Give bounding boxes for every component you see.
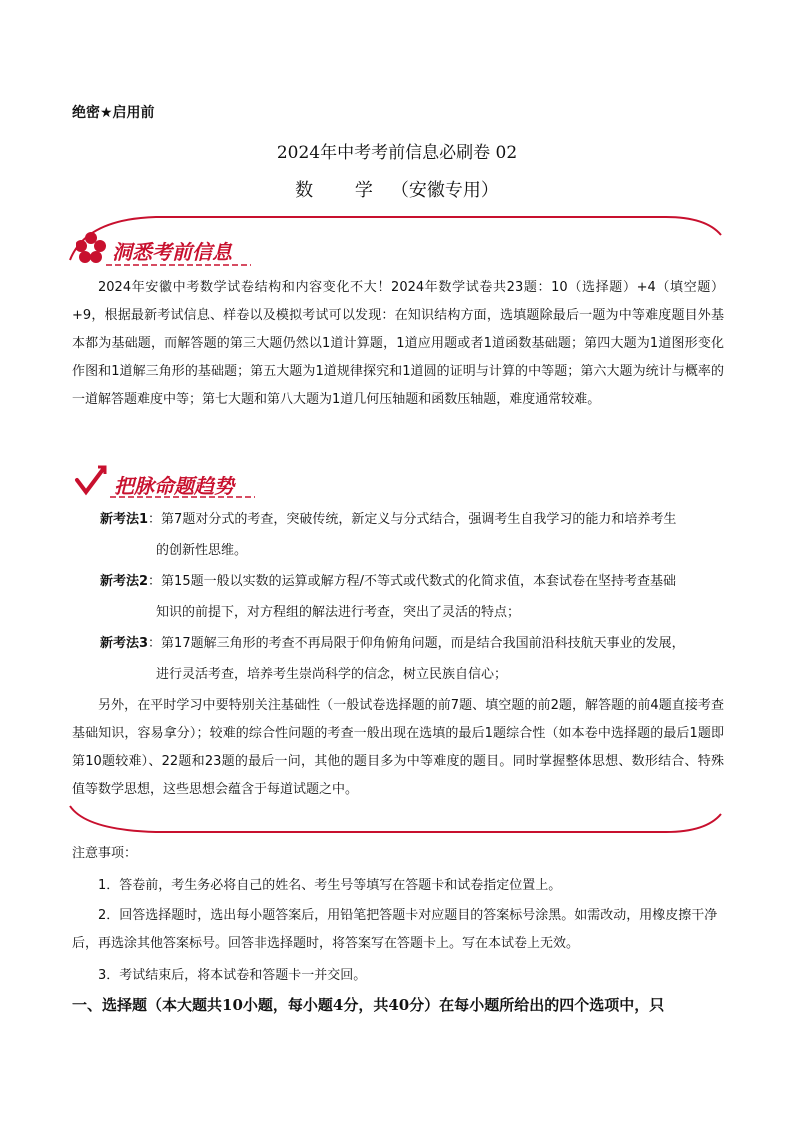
bottom-decorative-curve [66, 800, 726, 840]
subject-name: 数 学 [295, 180, 391, 201]
notice-item-2: 2．回答选择题时，选出每小题答案后，用铅笔把答题卡对应题目的答案标号涂黑。如需改动，用橡皮擦干净后，再选涂其他答案标号。回答非选择题时，将答案写在答题卡上。写在本试卷上无效。 [72, 908, 718, 951]
checkmark-arrow-icon [74, 464, 110, 496]
subject-note: （安徽专用） [390, 180, 499, 201]
new-method-item-1 [100, 504, 724, 566]
section2-header [74, 464, 274, 500]
section1-header [76, 232, 276, 268]
heading-underline [110, 494, 260, 500]
item-continuation: 进行灵活考查，培养考生崇尚科学的信念，树立民族自信心； [156, 667, 508, 682]
new-method-item-3 [100, 628, 724, 690]
item-continuation: 的创新性思维。 [156, 543, 248, 558]
notice-item-3: 3．考试结束后，将本试卷和答题卡一并交回。 [98, 968, 367, 983]
item-text: ：第15题一般以实数的运算或解方程/不等式或代数式的化简求值，本套试卷在坚持考查基础 [148, 574, 676, 589]
item-text: ：第7题对分式的考查，突破传统，新定义与分式结合，强调考生自我学习的能力和培养考生 [148, 512, 677, 527]
new-method-item-2 [100, 566, 724, 628]
secret-label: 绝密★启用前 [72, 105, 155, 121]
section1-paragraph: 2024年安徽中考数学试卷结构和内容变化不大！2024年数学试卷共23题：10（选择题）+4（填空题）+9，根据最新考试信息、样卷以及模拟考试可以发现：在知识结构方面，选填题除最后一题为中等难度题目外基本都为基础题，而解答题的第三大题仍然以1道计算题，1道应用题或者1道函数基础题；第四大题为1道图形变化作图和1道解三角形的基础题；第五大题为1道规律探究和1道圆的证明与计算的中等题；第六大题为统计与概率的一道解答题难度中等；第七大题和第八大题为1道几何压轴题和函数压轴题，难度通常较难。 [72, 280, 724, 407]
item-label: 新考法2 [100, 574, 149, 589]
heading-underline [106, 262, 256, 268]
section2-heading: 把脉命题趋势 [114, 474, 234, 498]
section1-heading: 洞悉考前信息 [112, 240, 232, 264]
notice-item-1: 1．答卷前，考生务必将自己的姓名、考生号等填写在答题卡和试卷指定位置上。 [98, 878, 562, 893]
section2-extra-paragraph: 另外，在平时学习中要特别关注基础性（一般试卷选择题的前7题、填空题的前2题，解答题的前4题直接考查基础知识，容易拿分）；较难的综合性问题的考查一般出现在选填的最后1题综合性（如本卷中选择题的最后1题即第10题较难）、22题和23题的最后一问，其他的题目多为中等难度的题目。同时掌握整体思想、数形结合、特殊值等数学思想，这些思想会蕴含于每道试题之中。 [72, 698, 724, 797]
item-label: 新考法1 [100, 512, 149, 527]
paper-title: 2024年中考考前信息必刷卷 02 [276, 143, 518, 163]
item-continuation: 知识的前提下，对方程组的解法进行考查，突出了灵活的特点； [156, 605, 521, 620]
item-text: ：第17题解三角形的考查不再局限于仰角俯角问题，而是结合我国前沿科技航天事业的发展， [148, 636, 685, 651]
notice-title: 注意事项： [72, 846, 138, 861]
item-label: 新考法3 [100, 636, 149, 651]
question-section-heading: 一、选择题（本大题共10小题，每小题4分，共40分）在每小题所给出的四个选项中，只 [72, 996, 665, 1014]
paper-subject [0, 176, 794, 202]
flower-icon [76, 232, 106, 266]
